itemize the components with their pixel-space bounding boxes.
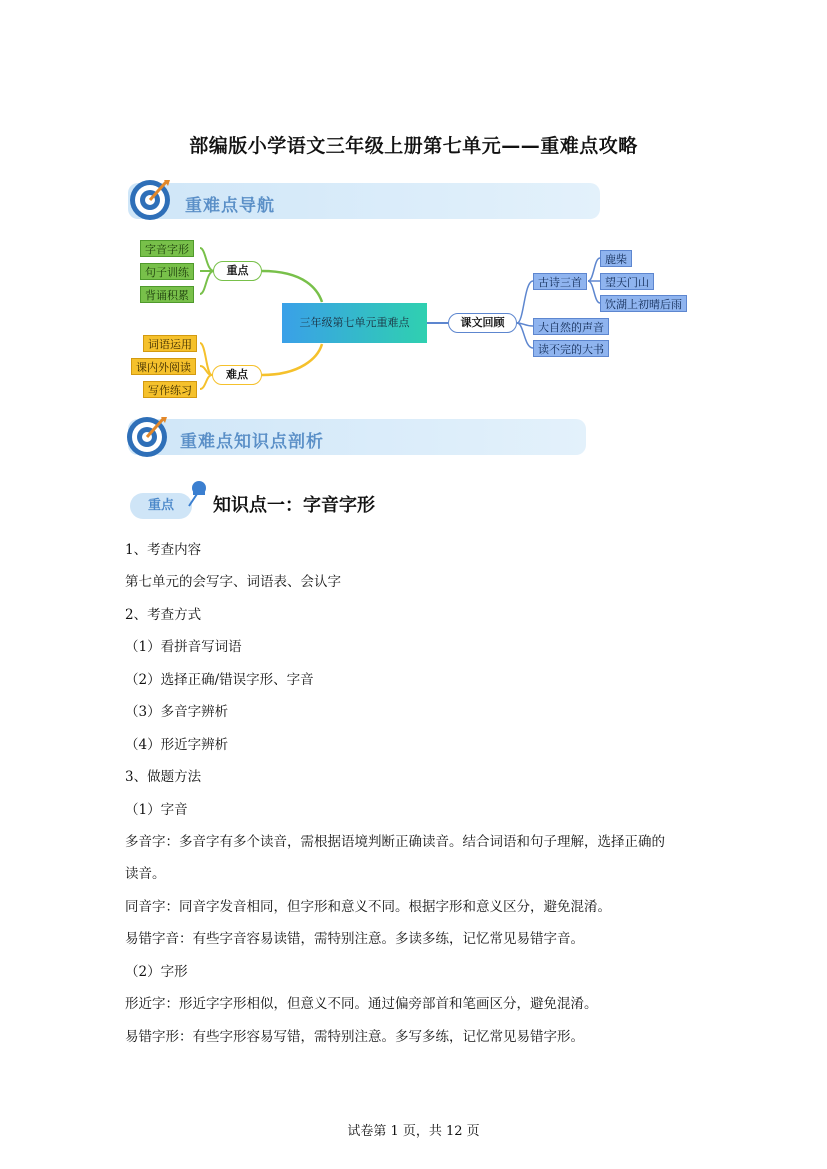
nav-banner-title: 重难点导航 [185,196,275,216]
content-line: 易错字音：有些字音容易读错，需特别注意。多读多练，记忆常见易错字音。 [125,931,584,947]
lesson-1: 大自然的声音 [533,318,609,335]
content-line: 1、考查内容 [125,542,202,558]
content-line: （3）多音字辨析 [125,704,229,720]
key-item-3: 背诵积累 [140,286,194,303]
content-line: 形近字：形近字字形相似，但意义不同。通过偏旁部首和笔画区分，避免混淆。 [125,996,598,1012]
content-line: 同音字：同音字发音相同，但字形和意义不同。根据字形和意义区分，避免混淆。 [125,899,611,915]
content-line: 易错字形：有些字形容易写错，需特别注意。多写多练，记忆常见易错字形。 [125,1029,584,1045]
pushpin-icon [184,478,210,508]
content-line: （2）字形 [125,964,188,980]
analysis-banner-title: 重难点知识点剖析 [180,432,324,452]
content-line: （4）形近字辨析 [125,737,229,753]
hard-node: 难点 [212,365,262,385]
poem-3: 饮湖上初晴后雨 [600,295,687,312]
key-node: 重点 [213,261,262,281]
key-badge: 重点 [130,493,192,519]
page-title: 部编版小学语文三年级上册第七单元——重难点攻略 [189,135,638,157]
content-line: 2、考查方式 [125,607,202,623]
content-line: 多音字：多音字有多个读音，需根据语境判断正确读音。结合词语和句子理解，选择正确的 [125,834,665,850]
page-footer: 试卷第 1 页，共 12 页 [347,1124,480,1139]
content-line: （1）看拼音写词语 [125,639,242,655]
content-line: 第七单元的会写字、词语表、会认字 [125,574,341,590]
mindmap-connectors [0,0,827,420]
target-icon [125,415,169,459]
content-line: 3、做题方法 [125,769,202,785]
poems-node: 古诗三首 [533,273,587,290]
knowledge-point-title: 知识点一：字音字形 [213,495,375,516]
poem-1: 鹿柴 [600,250,632,267]
key-item-1: 字音字形 [140,240,194,257]
poem-2: 望天门山 [600,273,654,290]
lesson-2: 读不完的大书 [533,340,609,357]
review-node: 课文回顾 [448,313,517,333]
hard-item-3: 写作练习 [143,381,197,398]
key-item-2: 句子训练 [140,263,194,280]
content-line: （1）字音 [125,802,188,818]
mindmap-center: 三年级第七单元重难点 [282,303,427,343]
hard-item-1: 词语运用 [143,335,197,352]
content-line: （2）选择正确/错误字形、字音 [125,672,314,688]
content-line: 读音。 [125,866,166,882]
hard-item-2: 课内外阅读 [131,358,196,375]
